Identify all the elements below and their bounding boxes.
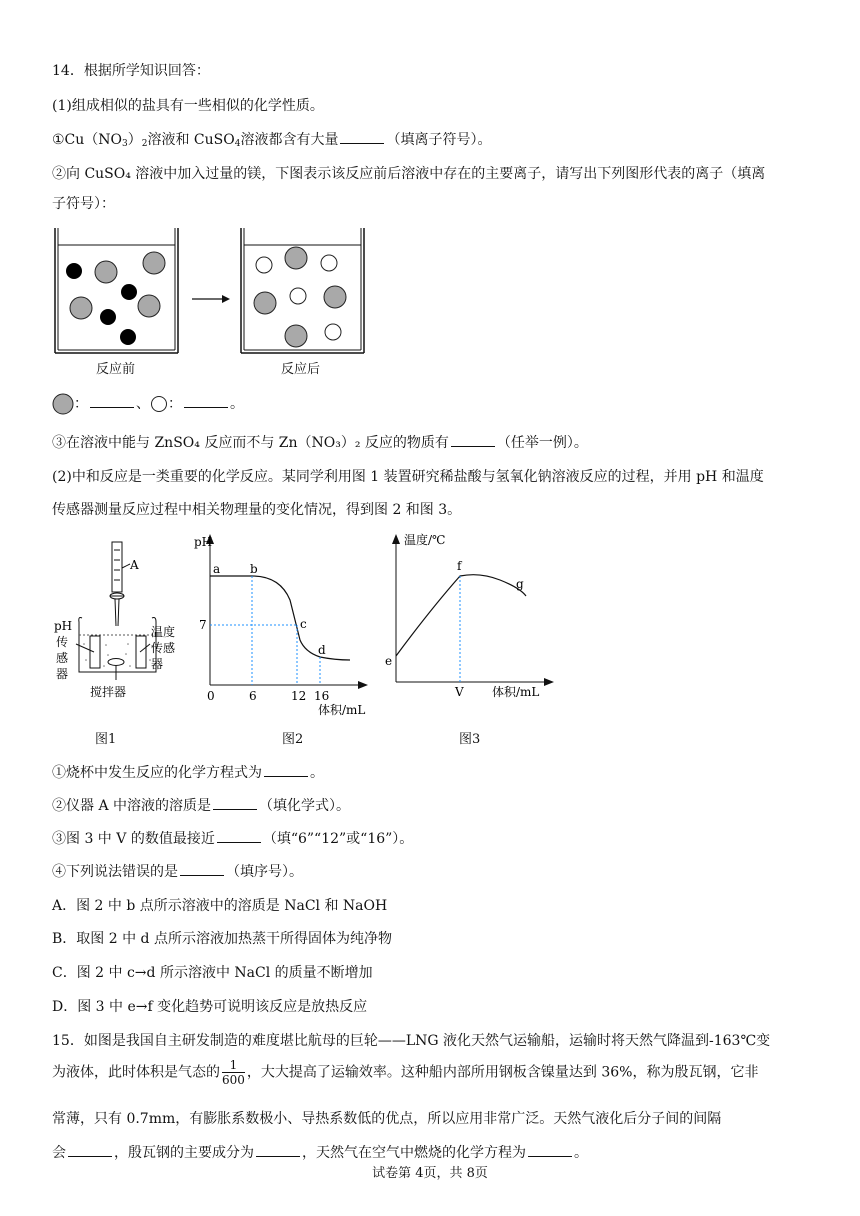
fig3-point-e: e (385, 654, 393, 668)
q14-title: 14．根据所学知识回答： (52, 63, 210, 79)
answer-blank (180, 863, 224, 876)
answer-blank (256, 1144, 300, 1157)
q15-line2: 为液体，此时体积是气态的 $\frac{1}{600}$ ，大大提高了运输效率。这种船内部所用钢板含镍量达到 36%，称为殷瓦钢，它非 (52, 1058, 759, 1087)
beaker-diagram (50, 225, 380, 355)
figure2-ph-chart (190, 530, 370, 725)
grey-circle-icon (52, 393, 74, 415)
answer-blank (217, 830, 261, 843)
q15-line4: 会 ，殷瓦钢的主要成分为 ，天然气在空气中燃烧的化学方程为 。 (52, 1145, 588, 1161)
fig2-tick-7: 7 (199, 618, 207, 632)
white-circle-icon (150, 395, 168, 413)
fig2-tick-16: 16 (314, 689, 330, 703)
answer-blank (213, 797, 257, 810)
beaker-before (55, 228, 178, 353)
fig3-tick-V: V (455, 685, 464, 699)
ion-legend: ： 、 ： 。 (52, 393, 244, 415)
q14-part2-line1: (2)中和反应是一类重要的化学反应。某同学利用图 1 装置研究稀盐酸与氢氧化钠溶液反应的过程，并用 pH 和温度 (52, 469, 764, 485)
answer-blank (528, 1144, 572, 1157)
q14-part1c: ③在溶液中能与 ZnSO₄ 反应而不与 Zn（NO₃）₂ 反应的物质有 （任举一例）。 (52, 435, 588, 451)
page-footer: 试卷第 4页，共 8页 (372, 1166, 488, 1181)
answer-blank (451, 434, 495, 447)
fig2-point-b: b (250, 562, 258, 576)
caption-fig3: 图3 (459, 732, 481, 747)
caption-before: 反应前 (96, 362, 136, 377)
fig2-point-c: c (300, 617, 307, 631)
answer-blank (68, 1144, 112, 1157)
answer-blank (340, 131, 384, 144)
fig3-point-f: f (457, 559, 462, 573)
fig1-ph-sensor-3: 器 (56, 667, 69, 681)
fig2-tick-6: 6 (249, 689, 257, 703)
q14-part1b-line2: 子符号）： (52, 196, 115, 212)
caption-after: 反应后 (281, 362, 321, 377)
fig1-label-A: A (130, 558, 139, 572)
q14-part1b-line1: ②向 CuSO₄ 溶液中加入过量的镁，下图表示该反应前后溶液中存在的主要离子，请写出下列图形代表的离子（填离 (52, 166, 766, 182)
answer-blank (90, 395, 134, 408)
fig1-temp-sensor-2: 器 (151, 657, 164, 671)
q15-line3: 常薄，只有 0.7mm，有膨胀系数极小、导热系数低的优点，所以应用非常广泛。天然气液化后分子间的间隔 (52, 1111, 722, 1127)
fig1-ph-sensor-0: pH (54, 619, 73, 633)
fig2-tick-0: 0 (207, 689, 215, 703)
option-A: A．图 2 中 b 点所示溶液中的溶质是 NaCl 和 NaOH (52, 898, 388, 914)
fig1-stirrer-label: 搅拌器 (90, 685, 127, 699)
figure3-temperature-chart (380, 530, 560, 700)
answer-blank (184, 395, 228, 408)
q14-part1: (1)组成相似的盐具有一些相似的化学性质。 (52, 98, 324, 114)
fig1-ph-sensor-2: 感 (56, 651, 69, 665)
fig1-ph-sensor-1: 传 (56, 635, 69, 649)
caption-fig1: 图1 (95, 732, 117, 747)
temperature-curve (396, 575, 526, 656)
option-D: D．图 3 中 e→f 变化趋势可说明该反应是放热反应 (52, 999, 368, 1015)
q14-part1a: $①Cu(NO_3)_2$溶液和 CuSO$_4$溶液都含有大量 （填离子符号）。 (52, 132, 492, 149)
q14-sub3: ③图 3 中 V 的数值最接近 （填“6”“12”或“16”）。 (52, 831, 414, 847)
fig1-temp-sensor-0: 温度 (151, 625, 176, 639)
fig2-tick-12: 12 (291, 689, 307, 703)
fig3-xlabel: 体积/mL (492, 685, 540, 699)
fig2-point-d: d (318, 643, 326, 657)
beaker-after (241, 228, 364, 353)
fig3-point-g: g (516, 577, 524, 591)
answer-blank (264, 764, 308, 777)
q14-sub2: ②仪器 A 中溶液的溶质是 （填化学式）。 (52, 798, 351, 814)
q14-sub4: ④下列说法错误的是 （填序号）。 (52, 864, 303, 880)
caption-fig2: 图2 (282, 732, 304, 747)
fig1-temp-sensor-1: 传感 (151, 641, 176, 655)
q15-line1: 15．如图是我国自主研发制造的难度堪比航母的巨轮——LNG 液化天然气运输船，运输时将天然气降温到-163℃变 (52, 1033, 771, 1049)
option-B: B．取图 2 中 d 点所示溶液加热蒸干所得固体为纯净物 (52, 931, 392, 947)
fraction: $\frac{1}{600}$ (222, 1058, 245, 1087)
fig2-ylabel: pH (194, 535, 213, 549)
fig3-ylabel: 温度/℃ (404, 533, 446, 547)
arrow-icon (192, 295, 230, 303)
figure1-apparatus (48, 540, 188, 705)
fig2-xlabel: 体积/mL (318, 703, 366, 717)
q14-part2-line2: 传感器测量反应过程中相关物理量的变化情况，得到图 2 和图 3。 (52, 502, 462, 518)
ph-curve (210, 576, 350, 660)
option-C: C．图 2 中 c→d 所示溶液中 NaCl 的质量不断增加 (52, 965, 373, 981)
fig2-point-a: a (213, 562, 221, 576)
q14-sub1: ①烧杯中发生反应的化学方程式为 。 (52, 765, 324, 781)
